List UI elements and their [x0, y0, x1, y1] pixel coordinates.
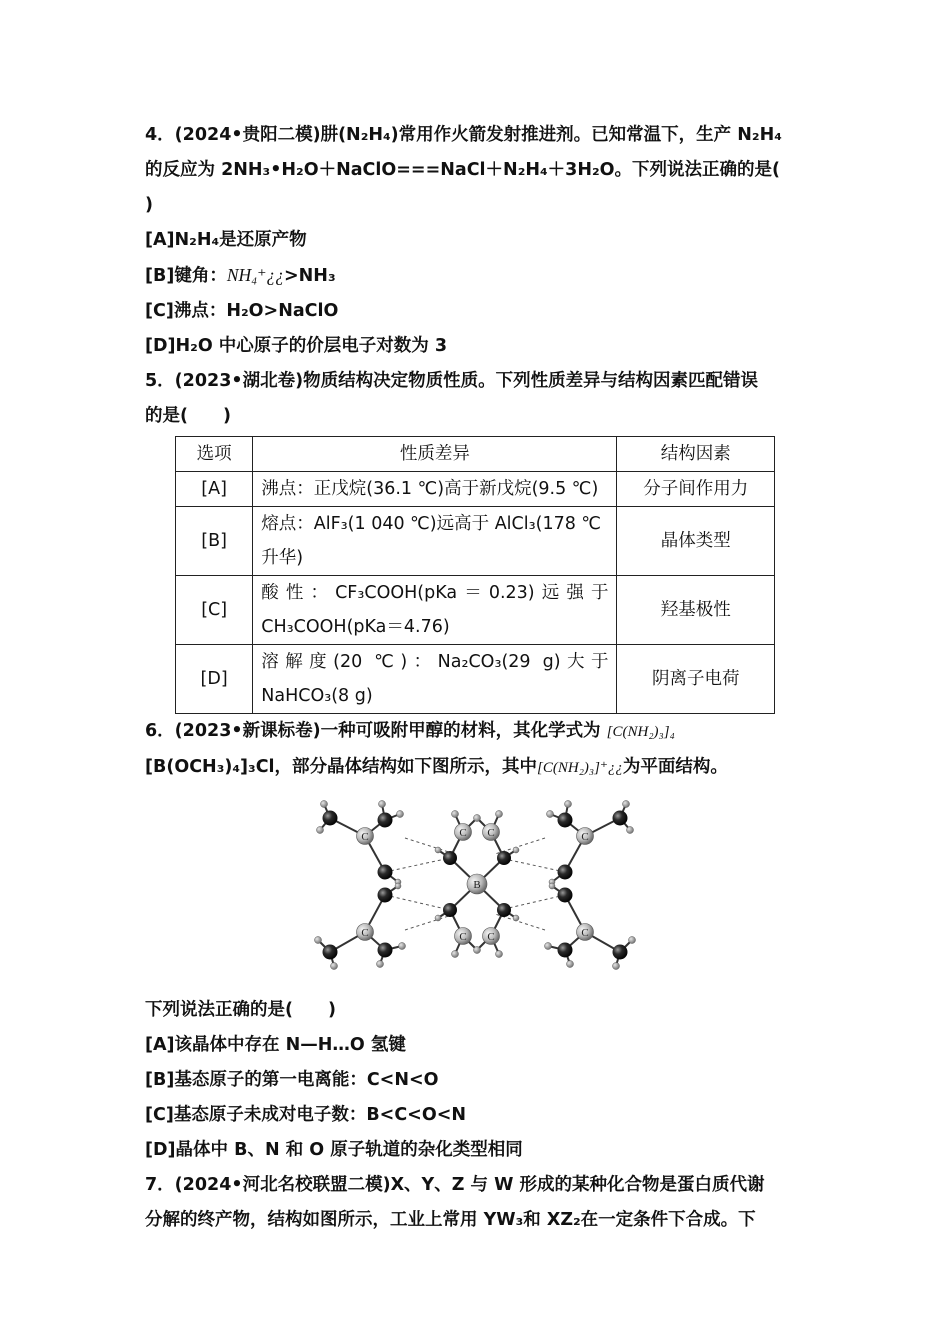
label-c: C	[487, 827, 495, 839]
label-c: C	[361, 927, 369, 939]
row-property: 沸点：正戊烷(36.1 ℃)高于新戊烷(9.5 ℃)	[253, 472, 617, 507]
row-property	[253, 645, 617, 714]
q4-option-c: [C]沸点：H₂O>NaClO	[145, 301, 339, 321]
row-factor: 羟基极性	[617, 576, 775, 645]
document-page	[145, 118, 810, 1238]
q5-stem-line2: 的是( )	[145, 406, 231, 426]
table-row	[176, 507, 775, 576]
label-c: C	[459, 827, 467, 839]
label-c: C	[361, 831, 369, 843]
row-property-line1: 熔点：AlF₃(1 040 ℃)远高于 AlCl₃(178 ℃	[261, 514, 602, 534]
row-factor: 阴离子电荷	[617, 645, 775, 714]
q7-stem-line2: 分解的终产物，结构如图所示，工业上常用 YW₃和 XZ₂在一定条件下合成。下	[145, 1210, 756, 1230]
label-b: B	[473, 879, 481, 891]
q6-option-a: [A]该晶体中存在 N—H…O 氢键	[145, 1035, 406, 1055]
row-property	[253, 576, 617, 645]
table-row	[176, 645, 775, 714]
header-factor: 结构因素	[617, 437, 775, 472]
row-property-line2: NaHCO₃(8 g)	[261, 686, 373, 706]
row-option: [C]	[176, 576, 253, 645]
q6-stem-line2	[145, 750, 810, 786]
q4-option-d: [D]H₂O 中心原子的价层电子对数为 3	[145, 336, 448, 356]
q4-option-a: [A]N₂H₄是还原产物	[145, 230, 307, 250]
row-property	[253, 507, 617, 576]
q6-stem-text-b: 为平面结构。	[622, 757, 728, 777]
q4-option-b-formula: NH₄⁺¿¿	[226, 265, 284, 285]
q5-stem-line1: 5．(2023•湖北卷)物质结构决定物质性质。下列性质差异与结构因素匹配错误	[145, 371, 759, 391]
q6-formula-2: [C(NH₂)₃]⁺¿¿	[537, 760, 623, 776]
row-property-line1: 酸性：CF₃COOH(pKa＝0.23)远强于	[261, 583, 609, 603]
q5-property-table	[175, 436, 775, 714]
row-property-line2: CH₃COOH(pKa＝4.76)	[261, 617, 450, 637]
row-option: [A]	[176, 472, 253, 507]
q6-option-b: [B]基态原子的第一电离能：C<N<O	[145, 1070, 439, 1090]
label-c: C	[581, 927, 589, 939]
q4-stem-line3: )	[145, 195, 153, 215]
q6-stem-line1	[145, 714, 810, 750]
label-c: C	[581, 831, 589, 843]
label-c: C	[459, 931, 467, 943]
row-option: [B]	[176, 507, 253, 576]
table-header-row	[176, 437, 775, 472]
crystal-structure-figure	[310, 792, 640, 974]
q7-stem-line1: 7．(2024•河北名校联盟二模)X、Y、Z 与 W 形成的某种化合物是蛋白质代谢	[145, 1175, 765, 1195]
q4-stem-line1: 4．(2024•贵阳二模)肼(N₂H₄)常用作火箭发射推进剂。已知常温下，生产 N₂H₄	[145, 125, 782, 145]
table-row	[176, 576, 775, 645]
q4-option-b-prefix: [B]键角：	[145, 266, 227, 286]
q6-formula-1: [C(NH₂)₃]₄	[606, 724, 675, 740]
label-c: C	[487, 931, 495, 943]
q4-stem-line2: 的反应为 2NH₃•H₂O＋NaClO===NaCl＋N₂H₄＋3H₂O。下列说法正确的是(	[145, 160, 781, 180]
q6-option-c: [C]基态原子未成对电子数：B<C<O<N	[145, 1105, 467, 1125]
row-factor: 分子间作用力	[617, 472, 775, 507]
row-factor: 晶体类型	[617, 507, 775, 576]
q6-stem-text-a: [B(OCH₃)₄]₃Cl，部分晶体结构如下图所示，其中	[145, 757, 538, 777]
header-option: 选项	[176, 437, 253, 472]
q6-question: 下列说法正确的是( )	[145, 1000, 336, 1020]
row-property-line1: 溶解度(20 ℃)：Na₂CO₃(29 g)大于	[261, 652, 609, 672]
q6-stem-text: 6．(2023•新课标卷)一种可吸附甲醇的材料，其化学式为	[145, 721, 601, 741]
table-row	[176, 472, 775, 507]
header-property: 性质差异	[253, 437, 617, 472]
q6-option-d: [D]晶体中 B、N 和 O 原子轨道的杂化类型相同	[145, 1140, 523, 1160]
q4-option-b-suffix: >NH₃	[283, 266, 336, 286]
q4-option-b	[145, 258, 810, 294]
row-option: [D]	[176, 645, 253, 714]
row-property-line2: 升华)	[261, 548, 304, 568]
